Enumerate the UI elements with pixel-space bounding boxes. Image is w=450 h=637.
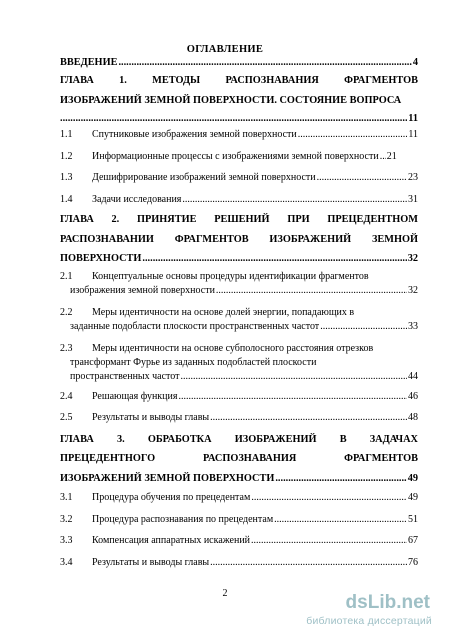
toc-entry-page: 51 — [408, 514, 418, 525]
chapter-word: ИЗОБРАЖЕНИЙ — [269, 234, 352, 245]
toc-entry-text: Процедура распознавания по прецедентам — [92, 514, 274, 525]
dot-leader — [251, 491, 407, 505]
toc-chapter-3-line-3[interactable] — [60, 472, 418, 486]
toc-entry-number: 1.3 — [60, 172, 73, 183]
chapter-word: ФРАГМЕНТОВ — [344, 75, 418, 86]
chapter-word: ПРЕЦЕДЕНТНОГО — [60, 453, 156, 464]
dot-leader — [317, 171, 407, 185]
dot-leader — [182, 193, 407, 207]
toc-entry-text: Задачи исследования — [92, 194, 182, 205]
toc-entry-2-5[interactable] — [60, 411, 418, 425]
toc-entry-page: 49 — [408, 492, 418, 503]
dot-leader — [60, 112, 407, 126]
toc-entry-1-3[interactable] — [60, 171, 418, 185]
chapter-word: МЕТОДЫ — [152, 75, 201, 86]
toc-entry-text: Результаты и выводы главы — [92, 557, 210, 568]
chapter-word: 1. — [119, 75, 127, 86]
toc-entry-number: 1.2 — [60, 151, 73, 162]
toc-entry-text: Дешифрирование изображений земной поверхности — [92, 172, 316, 183]
toc-entry-2-1[interactable] — [60, 270, 418, 284]
toc-entry-page: 33 — [408, 321, 418, 332]
chapter-word: ГЛАВА — [60, 214, 94, 225]
toc-entry-number: 2.2 — [60, 307, 73, 318]
chapter-word: 3. — [116, 434, 125, 445]
toc-entry-text: пространственных частот — [70, 371, 180, 382]
chapter-word: ЗАДАЧАХ — [369, 434, 418, 445]
toc-title: ОГЛАВЛЕНИЕ — [186, 44, 264, 55]
toc-entry-label: ВВЕДЕНИЕ — [60, 57, 118, 68]
toc-entry-label: ПОВЕРХНОСТИ — [60, 253, 142, 264]
toc-chapter-2-line-2[interactable] — [60, 233, 418, 247]
dot-leader — [320, 320, 407, 334]
chapter-word: РАСПОЗНАВАНИЯ — [202, 453, 297, 464]
toc-entry-number: 3.3 — [60, 535, 73, 546]
toc-entry-number: 1.1 — [60, 129, 73, 140]
toc-entry-3-2[interactable] — [60, 513, 418, 527]
toc-entry-number: 2.1 — [60, 271, 73, 282]
dot-leader — [298, 128, 408, 142]
toc-entry-page: 23 — [408, 172, 418, 183]
toc-chapter-3-line-1[interactable] — [60, 433, 418, 447]
toc-entry-3-1[interactable] — [60, 491, 418, 505]
chapter-word: ГЛАВА — [60, 434, 94, 445]
chapter-word: ГЛАВА — [60, 75, 94, 86]
toc-entry-1-1[interactable] — [60, 128, 418, 142]
toc-entry-2-3[interactable] — [60, 342, 418, 356]
page-number: 2 — [222, 588, 228, 599]
toc-entry-2-3-cont2[interactable] — [70, 370, 418, 384]
chapter-word: ПРЕЦЕДЕНТНОМ — [327, 214, 418, 225]
toc-entry-text: Информационные процессы с изображениями земной поверхности — [92, 151, 379, 162]
chapter-word: В — [339, 434, 347, 445]
toc-entry-2-1-cont[interactable] — [70, 284, 418, 298]
dot-leader — [142, 252, 406, 266]
toc-entry-text: Спутниковые изображения земной поверхности — [92, 129, 297, 140]
toc-entry-text: Концептуальные основы процедуры идентификации фрагментов — [92, 271, 369, 282]
dot-leader — [216, 284, 407, 298]
chapter-word: ПРИ — [287, 214, 310, 225]
toc-entry-2-3-cont[interactable]: трансформант Фурье из заданных подобластей плоскости — [70, 357, 317, 368]
toc-entry-page: 32 — [407, 253, 418, 264]
toc-chapter-3-line-2[interactable] — [60, 452, 418, 466]
toc-entry-number: 2.5 — [60, 412, 73, 423]
dot-leader — [181, 370, 407, 384]
chapter-word: 2. — [111, 214, 120, 225]
toc-chapter-1-page-line[interactable] — [60, 112, 418, 126]
toc-chapter-2-line-3[interactable] — [60, 252, 418, 266]
dot-leader — [118, 56, 411, 70]
toc-chapter-1-line-1[interactable] — [60, 74, 418, 88]
watermark — [298, 592, 438, 632]
toc-entry-intro[interactable] — [60, 56, 418, 70]
toc-entry-page: 49 — [407, 473, 418, 484]
dot-leader — [274, 513, 407, 527]
toc-entry-page: 31 — [408, 194, 418, 205]
dot-leader — [380, 150, 386, 164]
toc-entry-text: Меры идентичности на основе субполосного расстояния отрезков — [92, 343, 374, 354]
toc-entry-page: 67 — [408, 535, 418, 546]
toc-entry-page: 44 — [408, 371, 418, 382]
chapter-word: ФРАГМЕНТОВ — [174, 234, 249, 245]
toc-entry-page: 76 — [408, 557, 418, 568]
toc-entry-1-2[interactable] — [60, 150, 418, 164]
toc-entry-label: ИЗОБРАЖЕНИЙ ЗЕМНОЙ ПОВЕРХНОСТИ — [60, 473, 275, 484]
toc-entry-2-2[interactable] — [60, 306, 418, 320]
chapter-word: РЕШЕНИЙ — [214, 214, 270, 225]
watermark-tagline: библиотека диссертаций — [306, 615, 432, 627]
chapter-word: ОБРАБОТКА — [147, 434, 212, 445]
toc-entry-page: 11 — [408, 113, 418, 124]
toc-entry-text: изображения земной поверхности — [70, 285, 215, 296]
chapter-word: РАСПОЗНАВАНИИ — [60, 234, 154, 245]
watermark-logo: dsLib.net — [345, 592, 430, 613]
dot-leader — [275, 472, 406, 486]
toc-entry-page: 11 — [408, 129, 418, 140]
toc-entry-text: Компенсация аппаратных искажений — [92, 535, 251, 546]
toc-chapter-2-line-1[interactable] — [60, 213, 418, 227]
toc-entry-text: Процедура обучения по прецедентам — [92, 492, 251, 503]
toc-entry-number: 2.4 — [60, 391, 73, 402]
toc-entry-3-3[interactable] — [60, 534, 418, 548]
toc-entry-page: 48 — [408, 412, 418, 423]
dot-leader — [178, 390, 407, 404]
toc-entry-text: Меры идентичности на основе долей энергии, попадающих в — [92, 307, 355, 318]
chapter-word: ПРИНЯТИЕ — [136, 214, 197, 225]
toc-entry-3-4[interactable] — [60, 556, 418, 570]
toc-entry-page: 4 — [412, 57, 418, 68]
chapter-word: ФРАГМЕНТОВ — [344, 453, 418, 464]
chapter-word: ИЗОБРАЖЕНИЙ — [234, 434, 317, 445]
toc-entry-number: 1.4 — [60, 194, 73, 205]
toc-chapter-1-line-2[interactable]: ИЗОБРАЖЕНИЙ ЗЕМНОЙ ПОВЕРХНОСТИ. СОСТОЯНИЕ ВОПРОСА — [60, 95, 402, 106]
toc-entry-number: 3.2 — [60, 514, 73, 525]
toc-entry-page: 21 — [386, 151, 397, 162]
chapter-word: РАСПОЗНАВАНИЯ — [225, 75, 319, 86]
toc-entry-1-4[interactable] — [60, 193, 418, 207]
toc-entry-2-4[interactable] — [60, 390, 418, 404]
toc-entry-text: заданные подобласти плоскости пространственных частот — [70, 321, 320, 332]
toc-entry-number: 3.4 — [60, 557, 73, 568]
chapter-word: ЗЕМНОЙ — [371, 234, 418, 245]
toc-entry-text: Результаты и выводы главы — [92, 412, 210, 423]
toc-entry-text: Решающая функция — [92, 391, 178, 402]
toc-entry-number: 2.3 — [60, 343, 73, 354]
dot-leader — [251, 534, 407, 548]
toc-entry-2-2-cont[interactable] — [70, 320, 418, 334]
dot-leader — [210, 411, 407, 425]
toc-entry-number: 3.1 — [60, 492, 73, 503]
dot-leader — [210, 556, 407, 570]
toc-entry-page: 46 — [408, 391, 418, 402]
toc-entry-page: 32 — [408, 285, 418, 296]
